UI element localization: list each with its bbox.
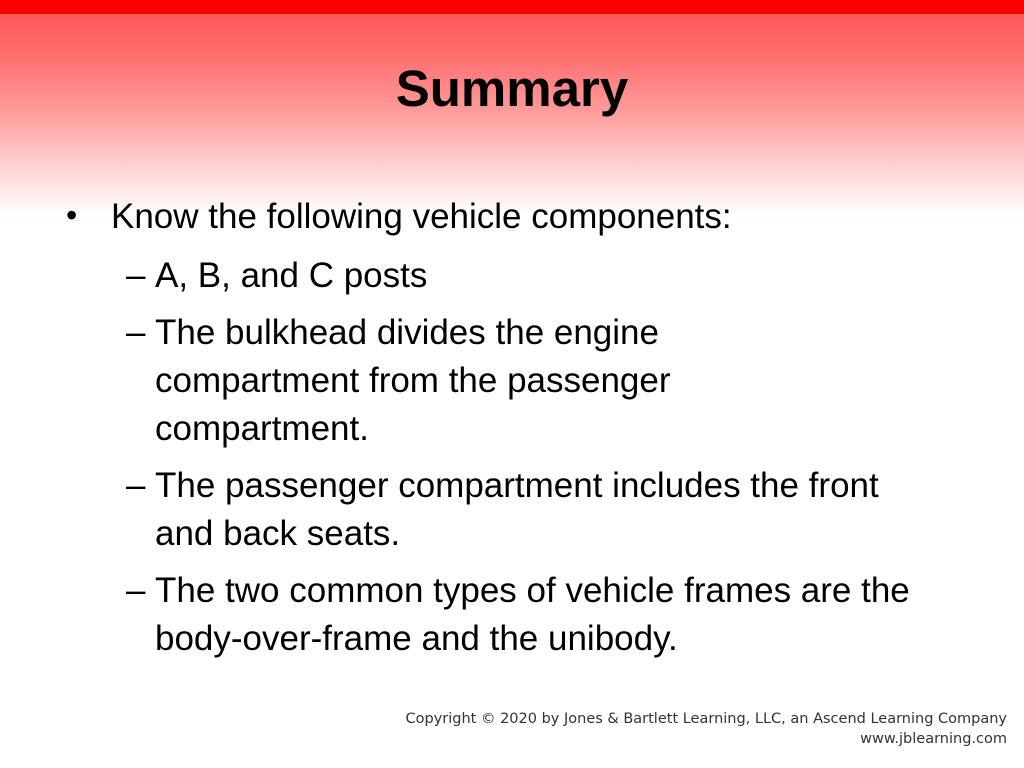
bullet-icon: • — [66, 197, 78, 233]
website-link[interactable]: www.jblearning.com — [860, 731, 1007, 747]
copyright-text: Copyright © 2020 by Jones & Bartlett Learning, LLC, an Ascend Learning Company — [405, 711, 1007, 727]
sub-item-text: A, B, and C posts — [155, 256, 428, 295]
sub-item-text: The bulkhead divides the engine compartment from the passenger compartment. — [155, 313, 671, 448]
dash-icon: – — [126, 571, 146, 610]
main-bullet-text: Know the following vehicle components: — [111, 197, 732, 236]
top-accent-bar — [0, 0, 1024, 14]
dash-icon: – — [126, 256, 146, 295]
copyright-footer — [406, 709, 1007, 749]
dash-icon: – — [126, 466, 146, 505]
sub-item-text: The passenger compartment includes the front and back seats. — [155, 466, 879, 553]
sub-item-passenger-compartment — [126, 462, 976, 558]
slide-title: Summary — [395, 60, 629, 117]
dash-icon: – — [126, 313, 146, 352]
sub-item-bulkhead — [126, 309, 976, 453]
sub-item-posts — [126, 252, 976, 300]
sub-item-vehicle-frames — [126, 567, 976, 663]
sub-item-text: The two common types of vehicle frames are the body-over-frame and the unibody. — [155, 571, 910, 658]
